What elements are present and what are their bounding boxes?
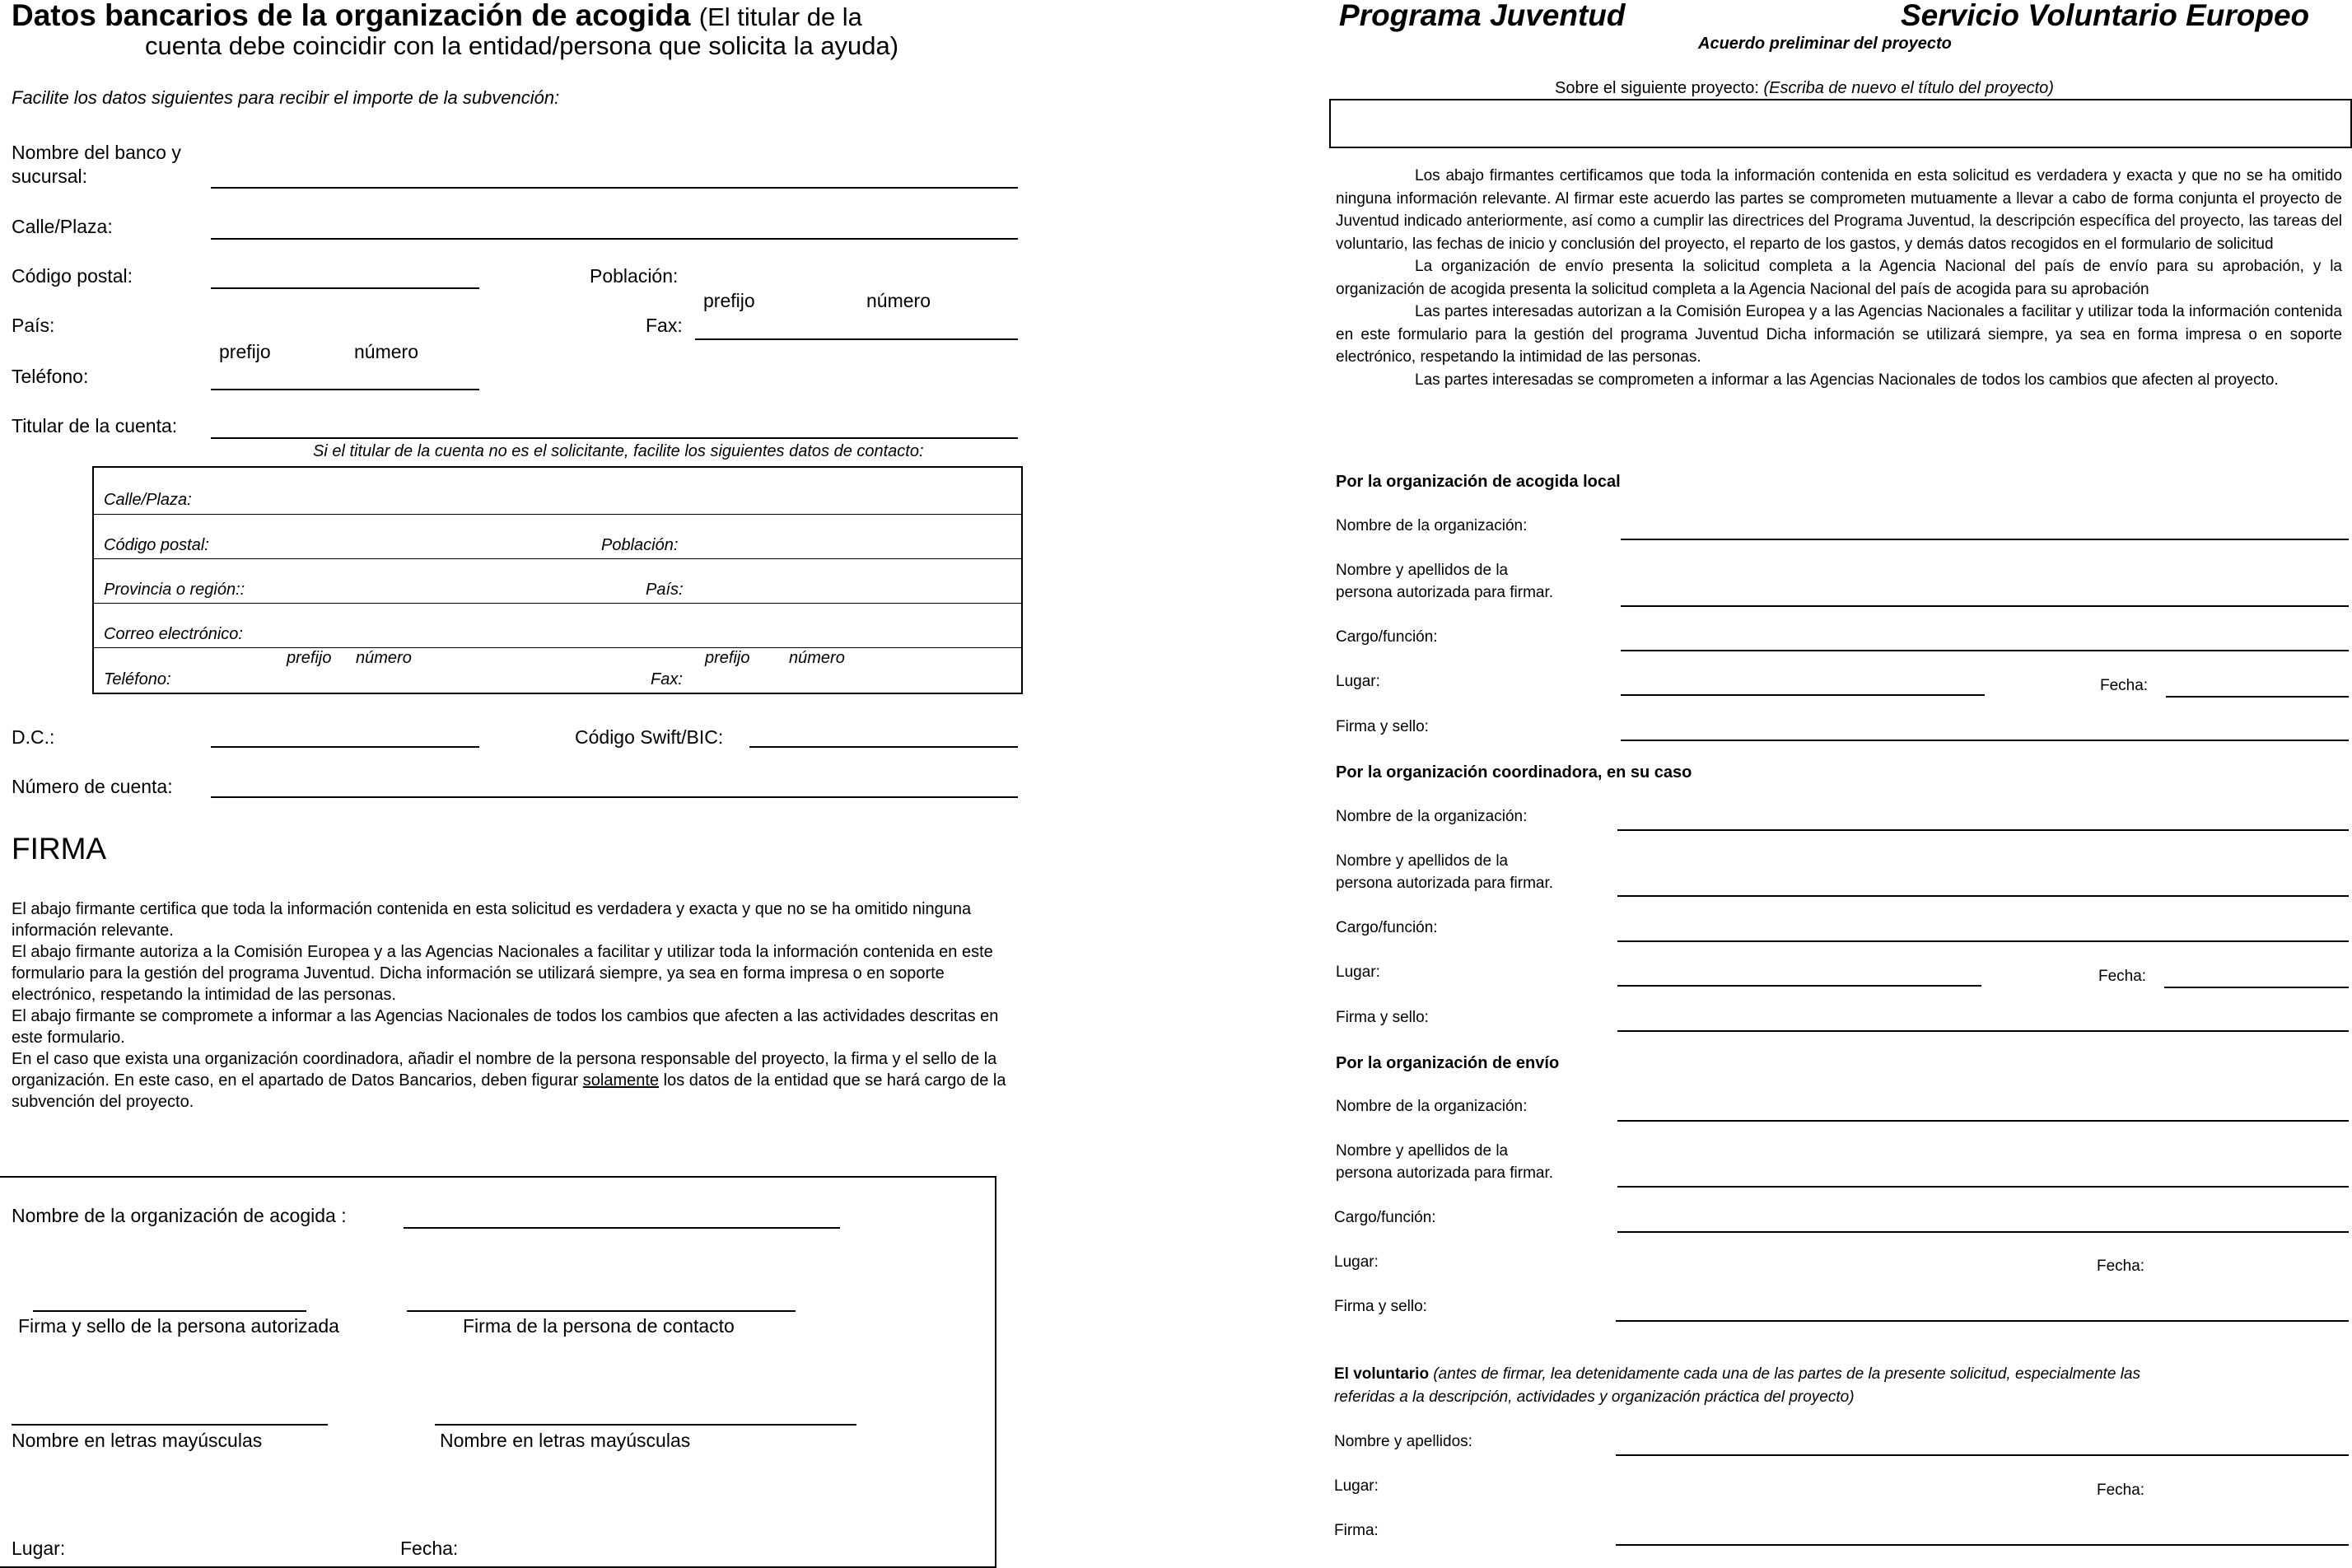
service-title: Servicio Voluntario Europeo — [1901, 0, 2310, 32]
authorized-name-field[interactable] — [12, 1424, 328, 1426]
postal-code-label: Código postal: — [12, 265, 133, 287]
contact-fax-number: número — [789, 649, 845, 667]
contact-name-label: Nombre en letras mayúsculas — [440, 1430, 691, 1451]
agreement-paragraph-4: Las partes interesadas se comprometen a informar a las Agencias Nacionales de todos los cambios que afecten al proyecto. — [1415, 371, 2279, 389]
contact-signature-field[interactable] — [407, 1310, 796, 1312]
send-section-heading: Por la organización de envío — [1336, 1054, 1560, 1072]
contact-details-box — [92, 466, 1023, 694]
volunteer-signature-field[interactable] — [1616, 1544, 2349, 1546]
contact-fax-prefix: prefijo — [705, 649, 750, 667]
contact-town-label: Población: — [601, 536, 679, 554]
host-section-heading: Por la organización de acogida local — [1336, 473, 1621, 491]
volunteer-label: El voluntario — [1334, 1365, 1430, 1383]
contact-postal-field[interactable] — [94, 558, 1021, 559]
host-org-name-field[interactable] — [1621, 539, 2349, 540]
signature-paragraph-1: El abajo firmante certifica que toda la información contenida en esta solicitud es verdadera y exacta y que no se ha omitido ninguna información relevante. — [12, 900, 972, 940]
volunteer-date-label: Fecha: — [2097, 1482, 2145, 1499]
bank-name-label-2: sucursal: — [12, 166, 88, 187]
contact-fax-label: Fax: — [651, 670, 683, 688]
bank-details-page — [0, 0, 1029, 1566]
dc-field[interactable] — [211, 746, 479, 748]
host-sign-label: Firma y sello: — [1336, 718, 1429, 735]
coord-sign-field[interactable] — [1617, 1030, 2349, 1032]
contact-email-field[interactable] — [94, 647, 1021, 648]
coord-section-heading: Por la organización coordinadora, en su caso — [1336, 763, 1692, 782]
fax-label: Fax: — [646, 315, 683, 336]
contact-name-field[interactable] — [435, 1424, 856, 1426]
coord-org-name-field[interactable] — [1617, 829, 2349, 831]
account-holder-label: Titular de la cuenta: — [12, 415, 178, 436]
account-holder-note: Si el titular de la cuenta no es el solicitante, facilite los siguientes datos de contacto: — [313, 442, 924, 460]
contact-phone-label: Teléfono: — [104, 670, 171, 688]
agreement-paragraph-1: Los abajo firmantes certificamos que toda la información contenida en esta solicitud es verdadera y exacta y que no se ha omitido ninguna información relevante. Al firmar este acuerdo las partes se comprometen mutuamente a llevar a cabo de forma conjunta el proyecto de Juventud indicado anteriormente, así como a cumplir las directrices del Programa Juventud, la descripción específica del proyecto, las tareas del voluntario, las fechas de inicio y conclusión del proyecto, el reparto de los gastos, y demás datos recogidos en el formulario de solicitud — [1336, 167, 2342, 253]
signature-paragraph-4: En el caso que exista una organización coordinadora, añadir el nombre de la persona responsable del proyecto, la firma y el sello de la organización. En este caso, en el apartado de Datos Bancarios, deben figurar solamente los datos de la entidad que se hará cargo de la subvención del proyecto. — [12, 1050, 1006, 1111]
coord-auth-field[interactable] — [1617, 895, 2349, 897]
coord-place-field[interactable] — [1617, 985, 1981, 987]
swift-label: Código Swift/BIC: — [575, 726, 724, 748]
contact-phone-number: número — [356, 649, 412, 667]
dc-label: D.C.: — [12, 726, 55, 748]
host-date-label: Fecha: — [2100, 677, 2149, 694]
send-auth-field[interactable] — [1617, 1186, 2349, 1188]
project-title-field[interactable] — [1329, 99, 2352, 148]
send-org-name-label: Nombre de la organización: — [1336, 1098, 1528, 1115]
send-role-field[interactable] — [1617, 1231, 2349, 1233]
send-sign-field[interactable] — [1616, 1320, 2349, 1322]
preliminary-agreement-page — [1318, 0, 2352, 1566]
volunteer-note-2: referidas a la descripción, actividades y organización práctica del proyecto) — [1334, 1388, 1855, 1406]
send-sign-label: Firma y sello: — [1334, 1298, 1427, 1315]
send-place-label: Lugar: — [1334, 1253, 1379, 1271]
bank-name-label: Nombre del banco y — [12, 142, 181, 163]
host-auth-label-2: persona autorizada para firmar. — [1336, 584, 1554, 601]
authorized-name-label: Nombre en letras mayúsculas — [12, 1430, 263, 1451]
street-field[interactable] — [211, 238, 1018, 240]
host-date-field[interactable] — [2166, 696, 2349, 698]
bank-title-main: Datos bancarios de la organización de acogida — [12, 0, 691, 32]
country-label: País: — [12, 315, 55, 336]
send-org-name-field[interactable] — [1617, 1120, 2349, 1122]
coord-date-field[interactable] — [2164, 987, 2349, 988]
contact-postal-label: Código postal: — [104, 536, 209, 554]
contact-region-field[interactable] — [94, 603, 1021, 604]
authorized-signature-field[interactable] — [33, 1310, 306, 1312]
host-sign-field[interactable] — [1621, 740, 2349, 741]
phone-field[interactable] — [211, 389, 479, 390]
send-date-label: Fecha: — [2097, 1258, 2145, 1275]
contact-region-label: Provincia o región:: — [104, 581, 245, 599]
contact-phone-prefix: prefijo — [287, 649, 332, 667]
volunteer-name-label: Nombre y apellidos: — [1334, 1433, 1472, 1450]
send-role-label: Cargo/función: — [1334, 1209, 1436, 1226]
host-role-label: Cargo/función: — [1336, 628, 1438, 646]
bank-name-field[interactable] — [211, 187, 1018, 189]
bank-intro: Facilite los datos siguientes para recibir el importe de la subvención: — [12, 87, 560, 108]
contact-signature-label: Firma de la persona de contacto — [463, 1315, 735, 1337]
phone-number-label: número — [354, 341, 418, 362]
host-org-name-label: Nombre de la organización de acogida : — [12, 1205, 347, 1226]
emphasis-solamente: solamente — [582, 1071, 660, 1090]
project-prompt-text: Sobre el siguiente proyecto: — [1555, 79, 1759, 97]
account-holder-field[interactable] — [211, 437, 1018, 439]
agreement-paragraph-2: La organización de envío presenta la solicitud completa a la Agencia Nacional del país de envío para su aprobación, y la organización de acogida presenta la solicitud completa a la Agencia Nacional del país de acogida para su aprobación — [1336, 258, 2342, 298]
signature-heading: FIRMA — [12, 832, 107, 866]
signature-text — [12, 898, 1018, 1113]
project-prompt-note: (Escriba de nuevo el título del proyecto) — [1763, 79, 2054, 97]
authorized-signature-label: Firma y sello de la persona autorizada — [18, 1315, 339, 1337]
town-label: Población: — [590, 265, 679, 287]
street-label: Calle/Plaza: — [12, 216, 113, 237]
signature-box — [0, 1176, 996, 1568]
host-org-name-field[interactable] — [404, 1227, 840, 1229]
project-prompt — [1555, 79, 2054, 98]
host-auth-label: Nombre y apellidos de la — [1336, 562, 1509, 579]
volunteer-heading — [1334, 1365, 2140, 1384]
send-auth-label-2: persona autorizada para firmar. — [1336, 1164, 1554, 1182]
signature-paragraph-2: El abajo firmante autoriza a la Comisión Europea y a las Agencias Nacionales a facilitar y utilizar toda la información contenida en este formulario para la gestión del programa Juventud. Dicha información se utilizará siempre, ya sea en forma impresa o en soporte electrónico, respetando la intimidad de las personas. — [12, 943, 993, 1004]
host-place-field[interactable] — [1621, 694, 1985, 696]
contact-country-label: País: — [646, 581, 684, 599]
postal-code-field[interactable] — [211, 287, 479, 289]
fax-prefix-label: prefijo — [703, 290, 755, 311]
contact-street-label: Calle/Plaza: — [104, 491, 192, 509]
account-number-label: Número de cuenta: — [12, 776, 173, 797]
program-title: Programa Juventud — [1339, 0, 1626, 32]
contact-email-label: Correo electrónico: — [104, 625, 243, 643]
volunteer-note: (antes de firmar, lea detenidamente cada una de las partes de la presente solicitud, especialmente las — [1433, 1365, 2141, 1383]
agreement-text — [1336, 165, 2342, 391]
agreement-subtitle: Acuerdo preliminar del proyecto — [1698, 35, 1952, 53]
account-number-field[interactable] — [211, 796, 1018, 798]
swift-field[interactable] — [749, 746, 1018, 748]
host-org-name-label: Nombre de la organización: — [1336, 517, 1528, 534]
send-auth-label: Nombre y apellidos de la — [1336, 1142, 1509, 1160]
volunteer-place-label: Lugar: — [1334, 1477, 1379, 1495]
coord-auth-label: Nombre y apellidos de la — [1336, 852, 1509, 870]
bank-title-note: (El titular de la — [698, 2, 862, 31]
coord-role-field[interactable] — [1617, 940, 2349, 942]
phone-label: Teléfono: — [12, 366, 89, 387]
fax-field[interactable] — [695, 338, 1018, 340]
coord-org-name-label: Nombre de la organización: — [1336, 808, 1528, 825]
host-auth-field[interactable] — [1621, 605, 2349, 607]
host-place-label: Lugar: — [1336, 673, 1380, 690]
coord-auth-label-2: persona autorizada para firmar. — [1336, 875, 1554, 892]
host-role-field[interactable] — [1621, 650, 2349, 651]
bank-title — [12, 0, 862, 33]
phone-prefix-label: prefijo — [219, 341, 271, 362]
date-label: Fecha: — [400, 1538, 459, 1559]
place-label: Lugar: — [12, 1538, 66, 1559]
coord-sign-label: Firma y sello: — [1336, 1009, 1429, 1026]
bank-title-note-2: cuenta debe coincidir con la entidad/persona que solicita la ayuda) — [145, 31, 899, 60]
agreement-paragraph-3: Las partes interesadas autorizan a la Comisión Europea y a las Agencias Nacionales a facilitar y utilizar toda la información contenida en este formulario para la gestión del programa Juventud Dicha información se utilizará siempre, ya sea en forma impresa o en soporte electrónico, respetando la intimidad de las personas. — [1336, 303, 2342, 366]
fax-number-label: número — [866, 290, 931, 311]
coord-role-label: Cargo/función: — [1336, 919, 1438, 936]
coord-place-label: Lugar: — [1336, 964, 1380, 981]
volunteer-signature-label: Firma: — [1334, 1522, 1379, 1539]
coord-date-label: Fecha: — [2098, 968, 2147, 985]
signature-paragraph-3: El abajo firmante se compromete a informar a las Agencias Nacionales de todos los cambios que afecten a las actividades descritas en este formulario. — [12, 1007, 999, 1047]
volunteer-name-field[interactable] — [1616, 1454, 2349, 1456]
contact-street-field[interactable] — [94, 514, 1021, 515]
